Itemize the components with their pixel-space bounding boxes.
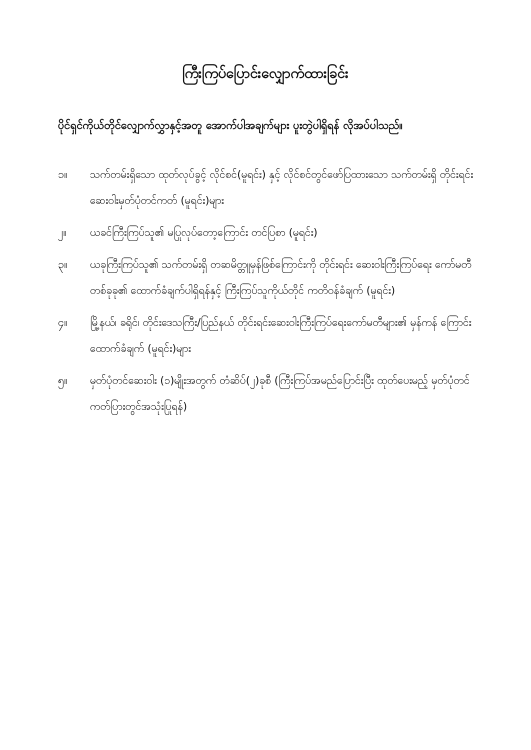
requirements-list [58, 162, 478, 426]
item-text: သက်တမ်းရှိသော ထုတ်လုပ်ခွင့် လိုင်စင်(မူရင်း) နှင့် လိုင်စင်တွင်ဖော်ပြထားသော သက်တမ်းရှိ တိုင်းရင်းဆေးဝါးမှတ်ပုံတင်ကတ် (မူရင်း)များ [90, 169, 474, 207]
item-number: ၂။ [58, 226, 67, 239]
item-number: ၄။ [58, 316, 68, 329]
item-text: ယခင်ကြီးကြပ်သူ၏ မပြုလုပ်တော့ကြောင်း တင်ပြစာ (မူရင်း) [90, 227, 318, 239]
list-item [58, 252, 478, 304]
list-item [58, 220, 478, 246]
item-number: ၃။ [58, 258, 68, 271]
item-text: မြို့နယ်၊ ခရိုင်၊ တိုင်းဒေသကြီး/ပြည်နယ် တိုင်းရင်းဆေးဝါးကြီးကြပ်ရေးကော်မတီများ၏ မှန်ကန် ကြောင်းထောက်ခံချက် (မူရင်း)များ [90, 317, 472, 355]
item-text: မှတ်ပုံတင်ဆေးဝါး (၁)မျိုးအတွက် တံဆိပ်(၂)ခုစီ (ကြီးကြပ်အမည်ပြောင်းပြီး ထုတ်ပေးမည့် မှတ်ပုံတင်ကတ်ပြားတွင်အသုံးပြုရန်) [90, 375, 470, 413]
document-title: ကြီးကြပ်ပြောင်းလျှောက်ထားခြင်း [182, 66, 349, 82]
intro-text: ပိုင်ရှင်ကိုယ်တိုင်လျှောက်လွှာနှင့်အတူ အောက်ပါအချက်များ ပူးတွဲပါရှိရန် လိုအပ်ပါသည်။ [58, 119, 403, 132]
list-item [58, 162, 478, 214]
list-item [58, 368, 478, 420]
list-item [58, 310, 478, 362]
item-number: ၁။ [58, 168, 68, 181]
item-number: ၅။ [58, 374, 68, 387]
item-text: ယခုကြီးကြပ်သူ၏ သက်တမ်းရှိ တဆမိတ္တူမှန်ဖြစ်ကြောင်းကို တိုင်းရင်း ဆေးဝါးကြီးကြပ်ရေး ကော်မတီတစ်ခုခု၏ ထောက်ခံချက်ပါရှိရန်နှင့် ကြီးကြပ်သူကိုယ်တိုင် ကတိဝန်ခံချက် (မူရင်း) [90, 259, 472, 297]
